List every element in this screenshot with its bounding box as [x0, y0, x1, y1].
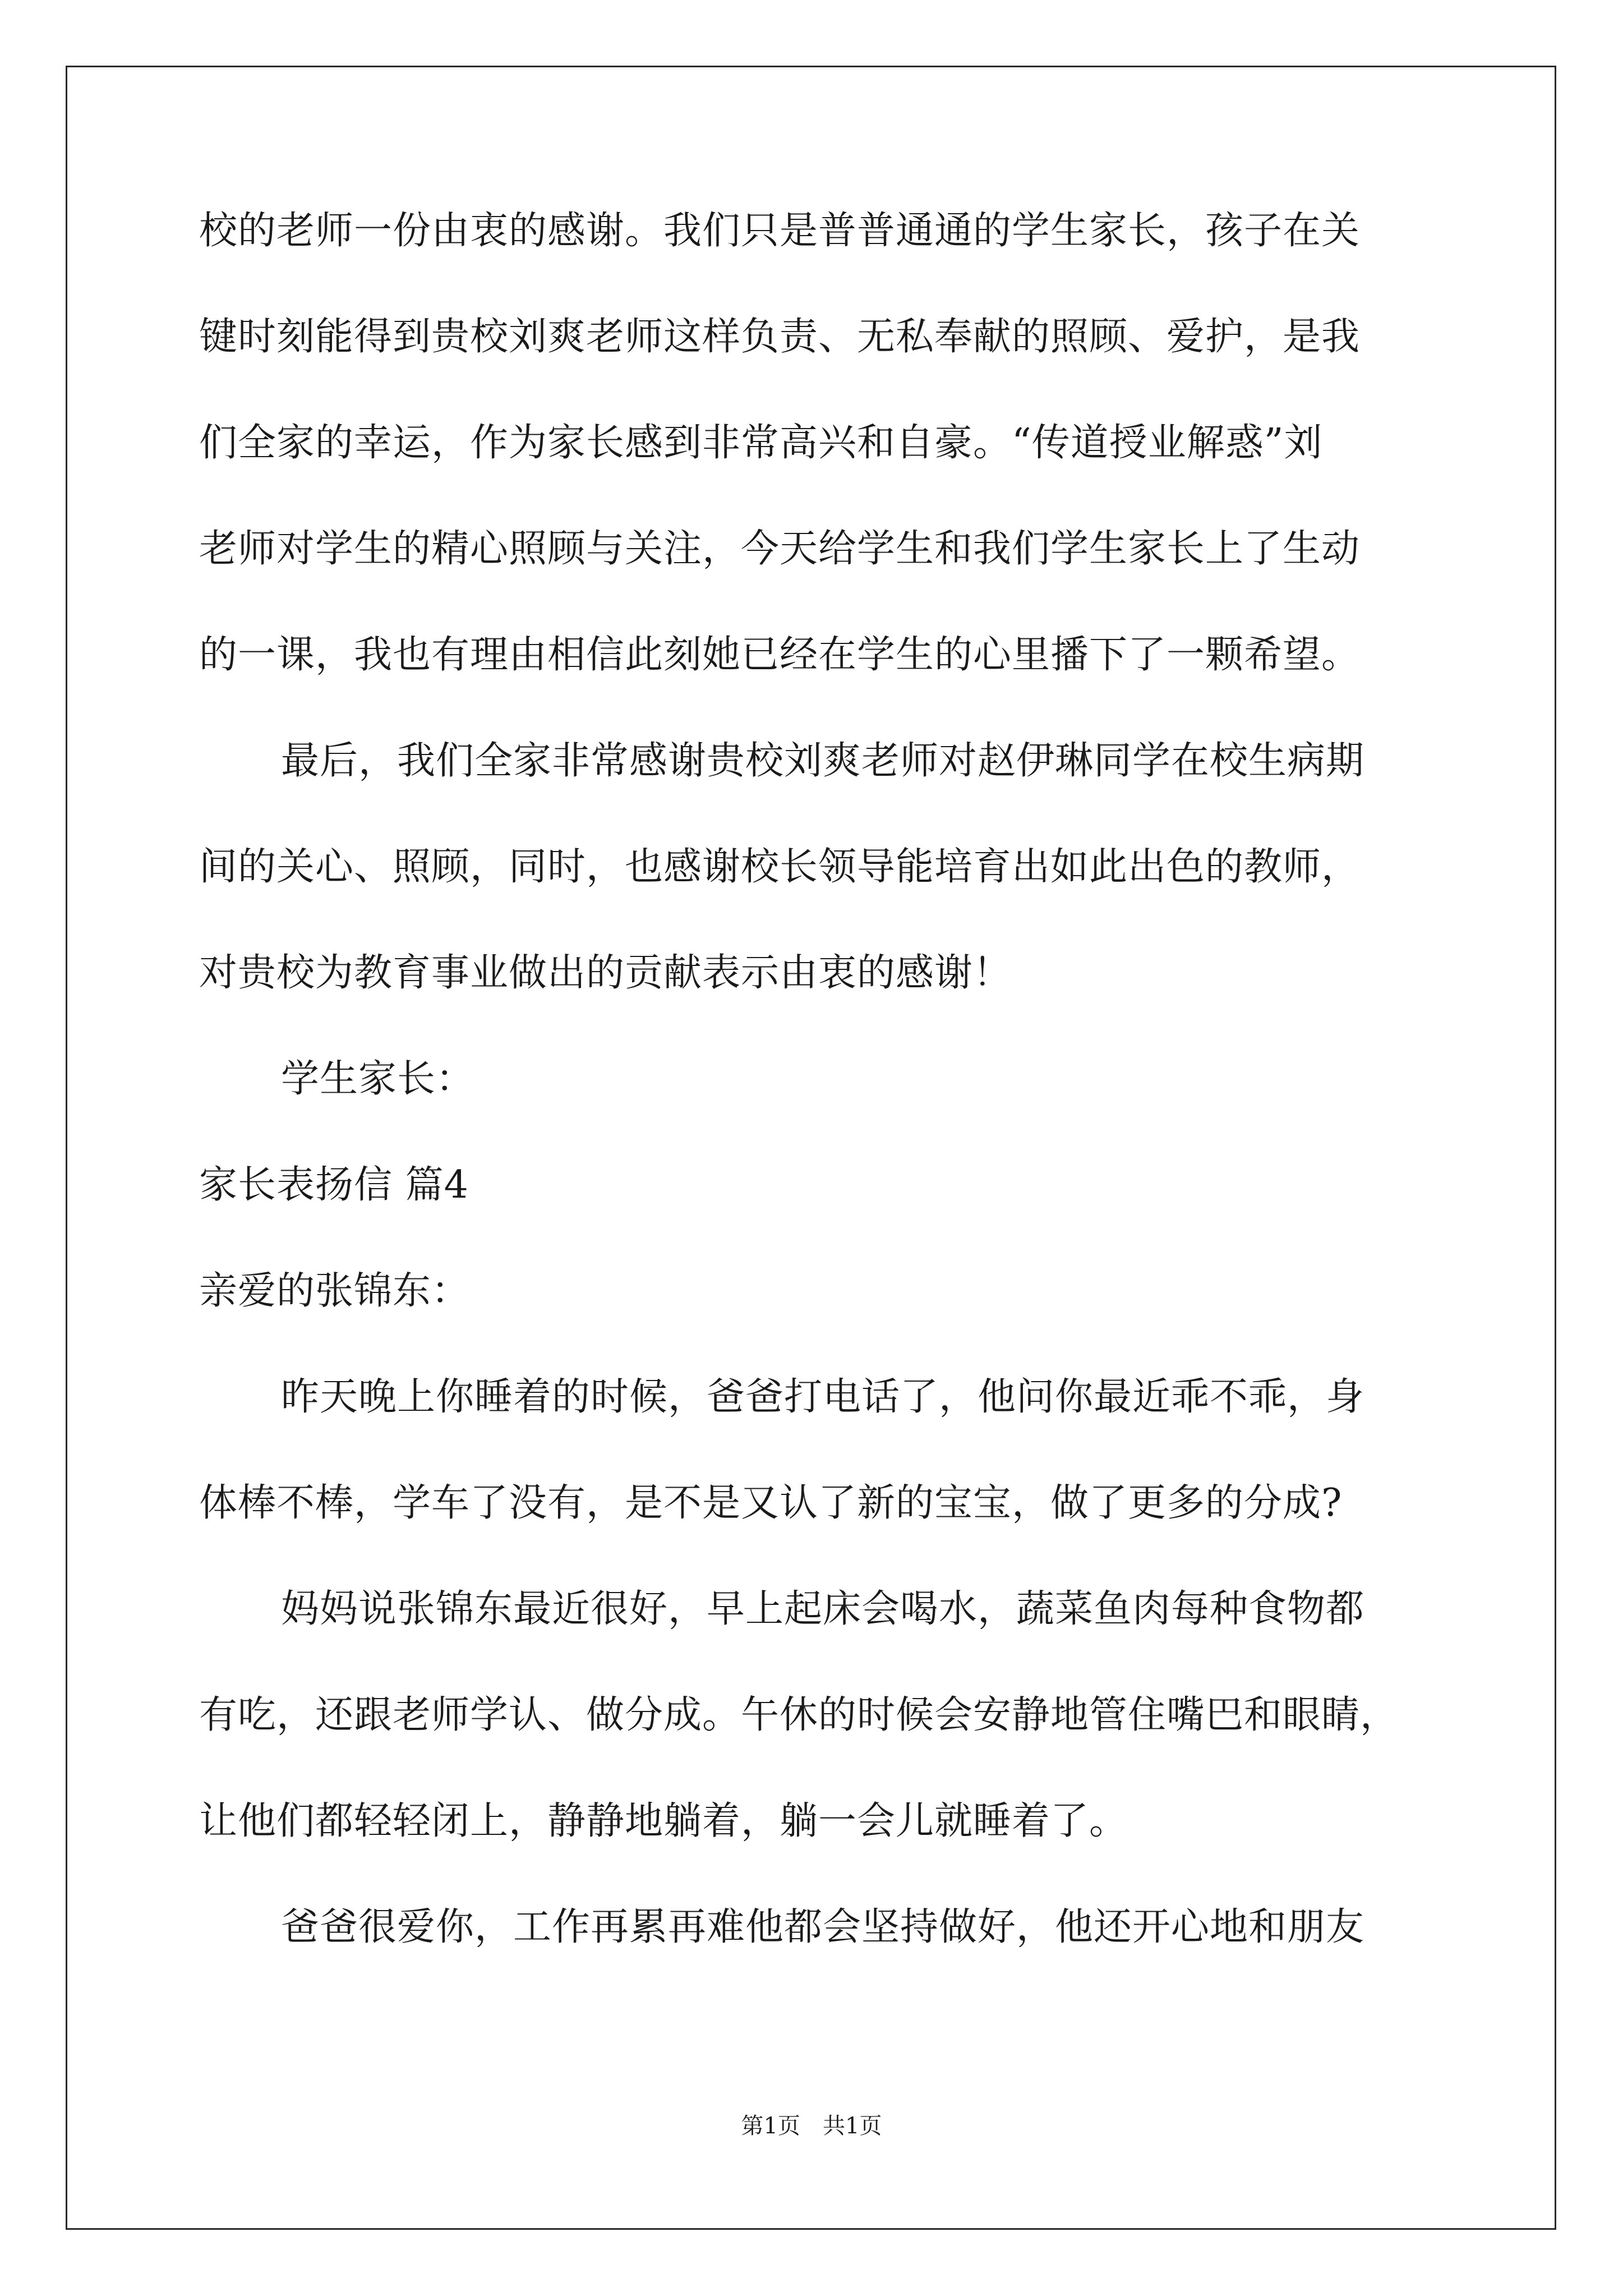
signature-line: 学生家长：: [281, 1057, 475, 1101]
text-line: 体棒不棒，学车了没有，是不是又认了新的宝宝，做了更多的分成?: [199, 1481, 1343, 1525]
document-body: [199, 209, 1444, 2014]
text-line: 的一课，我也有理由相信此刻她已经在学生的心里播下了一颗希望。: [199, 633, 1361, 677]
text-line: 们全家的幸运，作为家长感到非常高兴和自豪。“传道授业解惑”刘: [199, 421, 1323, 465]
paragraph-start: 昨天晚上你睡着的时候，爸爸打电话了，他问你最近乖不乖，身: [281, 1375, 1365, 1419]
text-line: 校的老师一份由衷的感谢。我们只是普普通通的学生家长，孩子在关: [199, 209, 1361, 253]
page-number: 第1页 共1页: [741, 2113, 882, 2139]
paragraph-start: 爸爸很爱你，工作再累再难他都会坚持做好，他还开心地和朋友: [281, 1905, 1365, 1949]
paragraph-start: 最后，我们全家非常感谢贵校刘爽老师对赵伊琳同学在校生病期: [281, 739, 1365, 783]
text-line: 对贵校为教育事业做出的贡献表示由衷的感谢！: [199, 951, 1012, 995]
text-line: 老师对学生的精心照顾与关注，今天给学生和我们学生家长上了生动: [199, 527, 1361, 571]
paragraph-start: 妈妈说张锦东最近很好，早上起床会喝水，蔬菜鱼肉每种食物都: [281, 1587, 1365, 1631]
text-line: 有吃，还跟老师学认、做分成。午休的时候会安静地管住嘴巴和眼睛，: [199, 1693, 1399, 1737]
section-heading: 家长表扬信 篇4: [199, 1163, 469, 1207]
salutation: 亲爱的张锦东：: [199, 1269, 471, 1313]
text-line: 间的关心、照顾，同时，也感谢校长领导能培育出如此出色的教师，: [199, 845, 1361, 889]
text-line: 让他们都轻轻闭上，静静地躺着，躺一会儿就睡着了。: [199, 1799, 1128, 1843]
text-line: 键时刻能得到贵校刘爽老师这样负责、无私奉献的照顾、爱护，是我: [199, 315, 1361, 359]
